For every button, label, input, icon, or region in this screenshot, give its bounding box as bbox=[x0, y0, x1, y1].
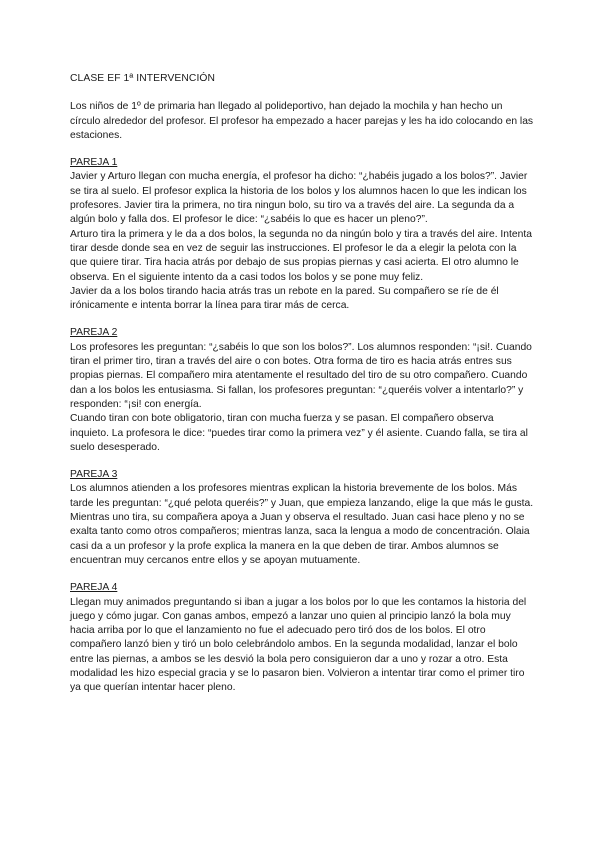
section-pareja-3 bbox=[70, 468, 534, 568]
intro-paragraph: Los niños de 1º de primaria han llegado al polideportivo, han dejado la mochila y han hecho un círculo alrededor del profesor. El profesor ha empezado a hacer parejas y les ha ido colocando en las estaciones. bbox=[70, 101, 534, 141]
section-paragraph: Javier da a los bolos tirando hacia atrás tras un rebote en la pared. Su compañero se ríe de él irónicamente e intenta borrar la línea para tirar más de cerca. bbox=[70, 285, 499, 312]
section-pareja-2 bbox=[70, 326, 534, 455]
section-paragraph: Javier y Arturo llegan con mucha energía, el profesor ha dicho: “¿habéis jugado a los bolos?”. Javier se tira al suelo. El profesor explica la historia de los bolos y los alumnos hacen lo que les indican los profesores. Javier tira la primera, no tira ningun bolo, su tiro va a través del aire. La segunda da a algún bolo y falla dos. El profesor le dice: “¿sabéis lo que es hacer un pleno?”. bbox=[70, 171, 528, 226]
document-title: CLASE EF 1ª INTERVENCIÓN bbox=[70, 73, 216, 84]
section-heading: PAREJA 1 bbox=[70, 157, 118, 169]
section-heading: PAREJA 3 bbox=[70, 469, 118, 481]
section-paragraph: Llegan muy animados preguntando si iban a jugar a los bolos por lo que les contamos la historia del juego y cómo jugar. Con ganas ambos, empezó a lanzar uno quien al principio lanzó la bola muy hacia arriba por lo que el lanzamiento no fue el adecuado pero tiró dos de los bolos. El otro compañero lanzó bien y tiró un bolo celebrándolo ambos. En la segunda modalidad, lanzar el bolo entre las piernas, a ambos se les desvió la bola pero consiguieron dar a uno y rozar a otro. Esta modalidad les hizo especial gracia y se lo pasaron bien. Volvieron a intentar tirar como el primer tiro ya que querían intentar hacer pleno. bbox=[70, 596, 527, 694]
section-pareja-1 bbox=[70, 156, 534, 313]
section-paragraph: Los profesores les preguntan: “¿sabéis lo que son los bolos?”. Los alumnos responden: “¡si!. Cuando tiran el primer tiro, tiran a través del aire o con botes. Otra forma de tiro es hacia atrás entres sus propias piernas. El compañero mira atentamente el resultado del tiro de su otro compañero. Cuando dan a los bolos les entusiasma. Si fallan, los profesores preguntan: “¿queréis volver a intentarlo?” y responden: “¡si! con energía. bbox=[70, 341, 532, 410]
section-heading: PAREJA 4 bbox=[70, 582, 118, 594]
section-paragraph: Los alumnos atienden a los profesores mientras explican la historia brevemente de los bolos. Más tarde les preguntan: “¿qué pelota queréis?” y Juan, que empieza lanzando, elige la que más le gusta. Mientras uno tira, su compañera apoya a Juan y observa el resultado. Juan casi hace pleno y no se exalta tanto como otros compañeros; mientras lanza, saca la lengua a modo de concentración. Olaia casi da a un profesor y la profe explica la manera en la que deben de tirar. Ambos alumnos se encuentran muy cercanos entre ellos y se apoyan mutuamente. bbox=[70, 483, 534, 566]
section-pareja-4 bbox=[70, 581, 534, 695]
section-paragraph: Arturo tira la primera y le da a dos bolos, la segunda no da ningún bolo y tira a través del aire. Intenta tirar desde donde sea en vez de seguir las instrucciones. El profesor le da a elegir la pelota con la que quiere tirar. Tira hacia atrás por debajo de sus propias piernas y casi acierta. El otro alumno le observa. En el siguiente intento da a casi todos los bolos y se pone muy feliz. bbox=[70, 228, 532, 283]
section-heading: PAREJA 2 bbox=[70, 327, 118, 339]
section-paragraph: Cuando tiran con bote obligatorio, tiran con mucha fuerza y se pasan. El compañero observa inquieto. La profesora le dice: “puedes tirar como la primera vez” y él asiente. Cuando falla, se tira al suelo desesperado. bbox=[70, 413, 528, 453]
